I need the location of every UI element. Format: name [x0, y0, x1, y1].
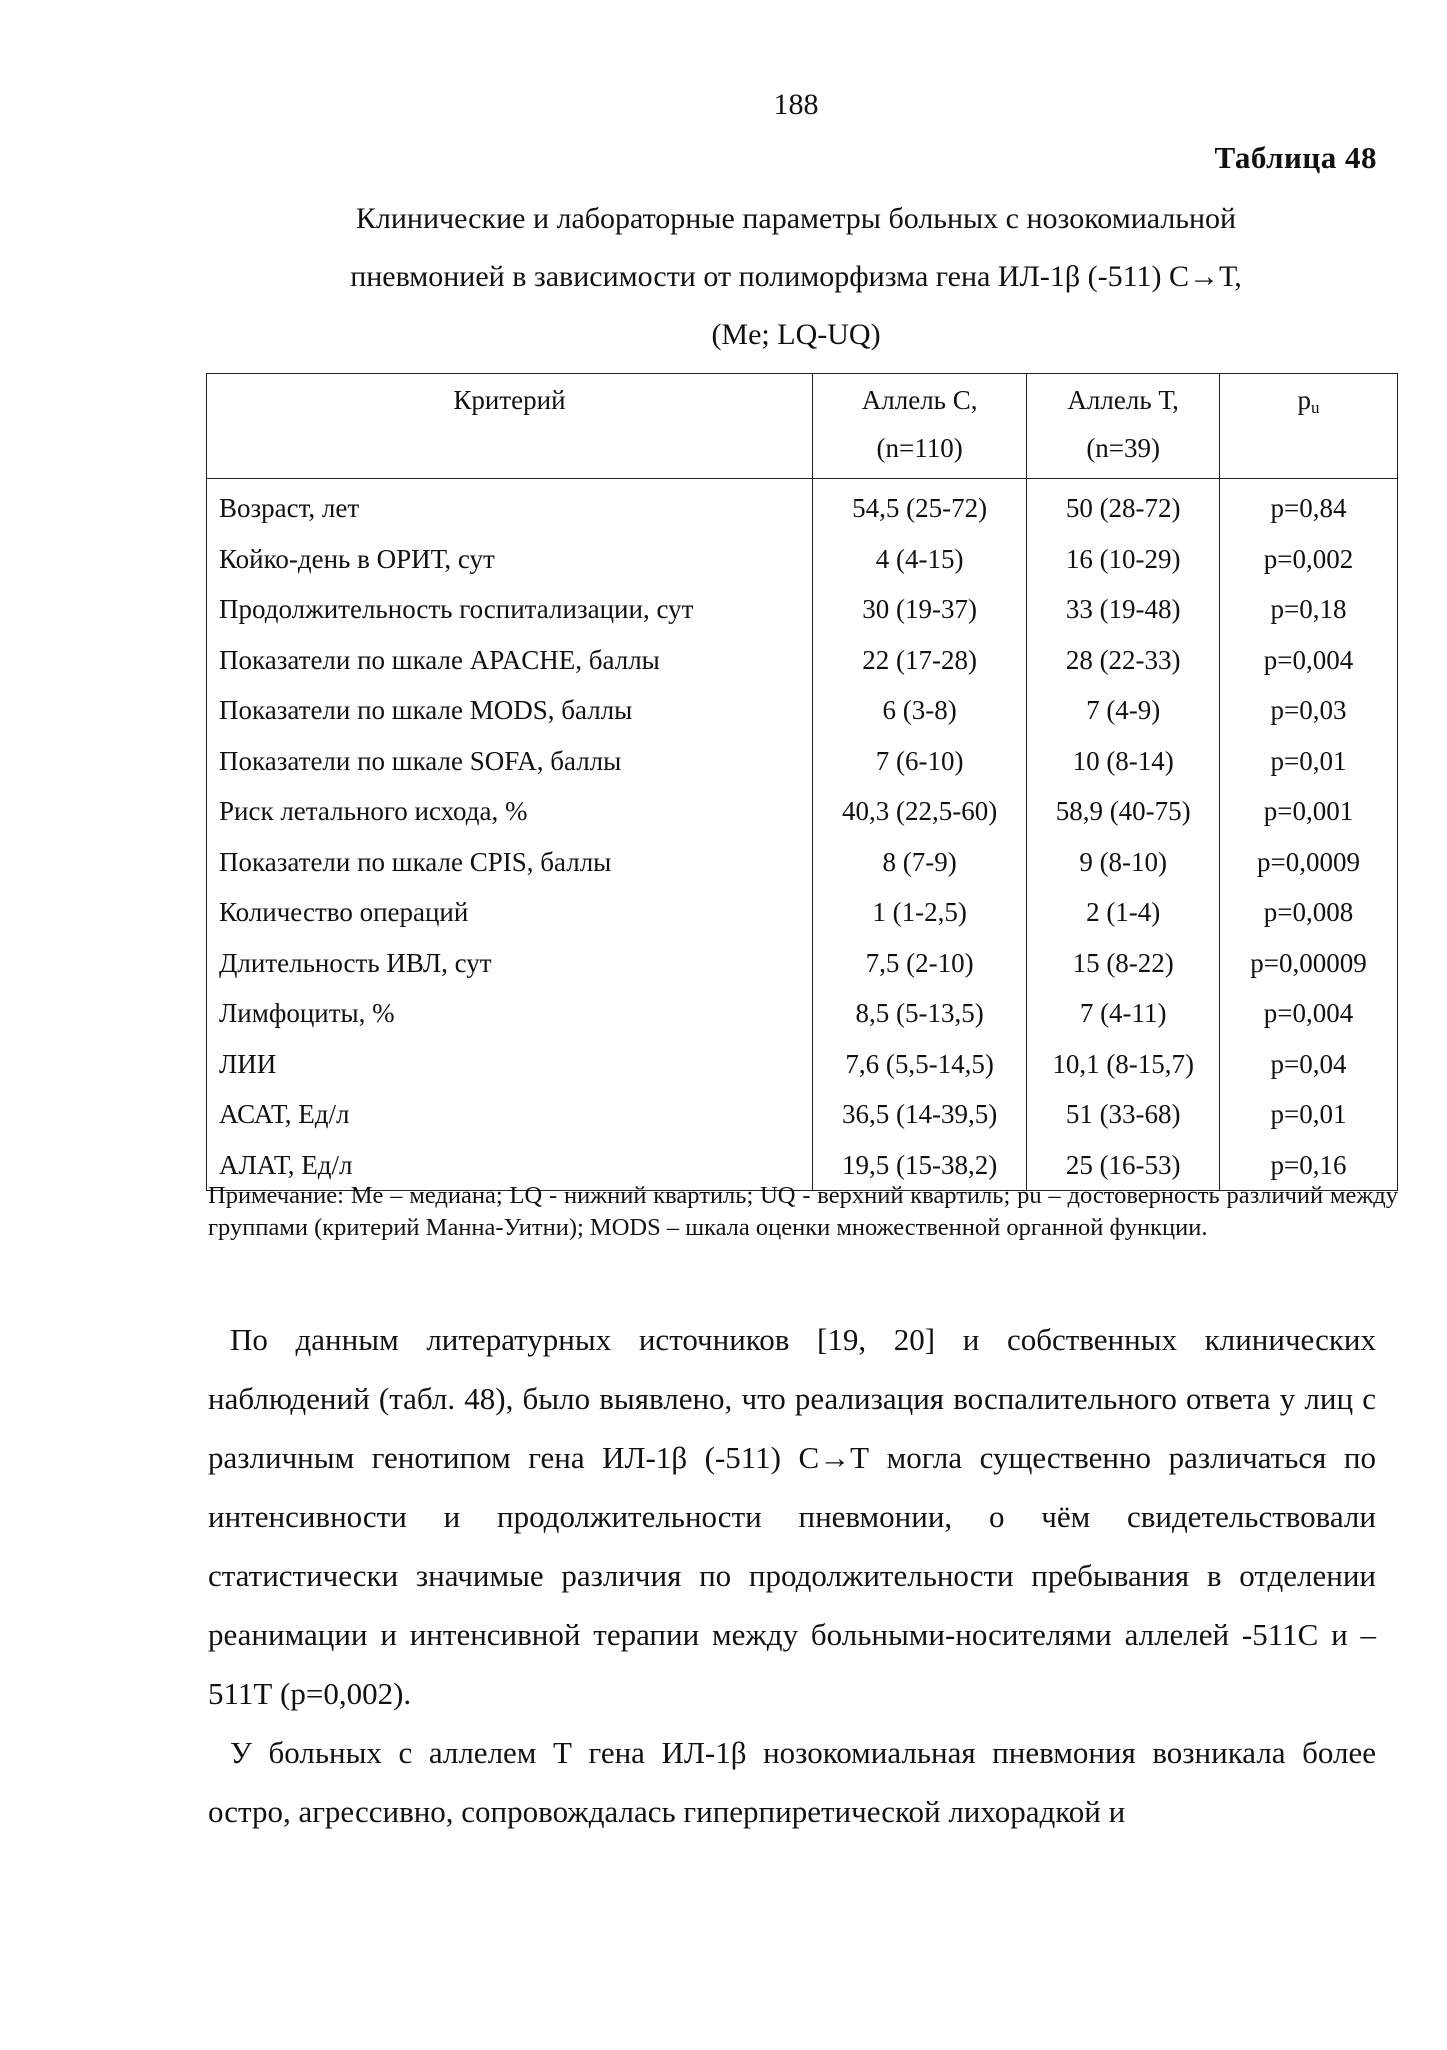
- paragraph: По данным литературных источников [19, 20] и собственных клинических наблюдений (табл. 48), было выявлено, что реализация воспалительного ответа у лиц с различным генотипом гена ИЛ-1β (-511) С→Т могла существенно различаться по интенсивности и продолжительности пневмонии, о чём свидетельствовали статистически значимые различия по продолжительности пребывания в отделении реанимации и интенсивной терапии между больными-носителями аллелей -511С и –511Т (р=0,002).: [208, 1322, 1376, 1711]
- paragraph: У больных с аллелем Т гена ИЛ-1β нозокомиальная пневмония возникала более остро, агрессивно, сопровождалась гиперпиретической лихорадкой и: [208, 1735, 1376, 1829]
- cell-criterion: Показатели по шкале SOFA, баллы: [207, 736, 813, 787]
- cell-allele-c: 7 (6-10): [812, 736, 1026, 787]
- header-allele-c-label: Аллель С,: [861, 385, 978, 415]
- cell-p-value: p=0,001: [1220, 786, 1398, 837]
- cell-allele-c: 1 (1-2,5): [812, 887, 1026, 938]
- cell-criterion: АСАТ, Ед/л: [207, 1089, 813, 1140]
- table-row: [207, 988, 1398, 1039]
- header-allele-t-n: (n=39): [1086, 433, 1161, 463]
- cell-criterion: Возраст, лет: [207, 479, 813, 534]
- cell-p-value: p=0,01: [1220, 1089, 1398, 1140]
- cell-allele-c: 6 (3-8): [812, 685, 1026, 736]
- table-row: [207, 635, 1398, 686]
- cell-p-value: p=0,00009: [1220, 938, 1398, 989]
- table-row: [207, 534, 1398, 585]
- cell-p-value: p=0,008: [1220, 887, 1398, 938]
- page-number: 188: [773, 88, 819, 121]
- cell-p-value: p=0,01: [1220, 736, 1398, 787]
- body-text: [208, 1310, 1376, 1841]
- cell-p-value: p=0,84: [1220, 479, 1398, 534]
- table-row: [207, 479, 1398, 534]
- cell-allele-t: 2 (1-4): [1027, 887, 1220, 938]
- cell-criterion: Койко-день в ОРИТ, сут: [207, 534, 813, 585]
- cell-p-value: p=0,16: [1220, 1140, 1398, 1191]
- table-row: [207, 1089, 1398, 1140]
- cell-criterion: АЛАТ, Ед/л: [207, 1140, 813, 1191]
- table-row: [207, 736, 1398, 787]
- cell-allele-t: 58,9 (40-75): [1027, 786, 1220, 837]
- table-title-line: пневмонией в зависимости от полиморфизма гена ИЛ-1β (-511) С→Т,: [350, 260, 1242, 293]
- header-p-value: [1220, 374, 1398, 479]
- cell-allele-c: 22 (17-28): [812, 635, 1026, 686]
- table-title-line: (Me; LQ-UQ): [711, 318, 881, 351]
- cell-criterion: Длительность ИВЛ, сут: [207, 938, 813, 989]
- cell-allele-c: 8 (7-9): [812, 837, 1026, 888]
- cell-criterion: Показатели по шкале APACHE, баллы: [207, 635, 813, 686]
- cell-criterion: Показатели по шкале CPIS, баллы: [207, 837, 813, 888]
- cell-allele-c: 7,5 (2-10): [812, 938, 1026, 989]
- cell-criterion: Лимфоциты, %: [207, 988, 813, 1039]
- cell-allele-c: 40,3 (22,5-60): [812, 786, 1026, 837]
- table-title-line: Клинические и лабораторные параметры больных с нозокомиальной: [355, 202, 1237, 235]
- cell-allele-c: 36,5 (14-39,5): [812, 1089, 1026, 1140]
- cell-allele-c: 19,5 (15-38,2): [812, 1140, 1026, 1191]
- cell-allele-t: 16 (10-29): [1027, 534, 1220, 585]
- header-p-main: p: [1297, 385, 1312, 415]
- cell-allele-t: 50 (28-72): [1027, 479, 1220, 534]
- table-label: Таблица 48: [1214, 140, 1377, 175]
- data-table: [206, 373, 1398, 1191]
- table-row: [207, 584, 1398, 635]
- cell-p-value: p=0,004: [1220, 635, 1398, 686]
- table-row: [207, 938, 1398, 989]
- cell-allele-c: 7,6 (5,5-14,5): [812, 1039, 1026, 1090]
- cell-allele-t: 28 (22-33): [1027, 635, 1220, 686]
- table-row: [207, 1039, 1398, 1090]
- cell-allele-t: 7 (4-9): [1027, 685, 1220, 736]
- cell-allele-c: 30 (19-37): [812, 584, 1026, 635]
- table-body: [207, 479, 1398, 1191]
- table-row: [207, 837, 1398, 888]
- cell-allele-t: 33 (19-48): [1027, 584, 1220, 635]
- header-p-sub: u: [1311, 398, 1320, 417]
- cell-allele-t: 7 (4-11): [1027, 988, 1220, 1039]
- table-header-row: [207, 374, 1398, 479]
- cell-allele-t: 51 (33-68): [1027, 1089, 1220, 1140]
- header-criterion: Критерий: [207, 374, 813, 479]
- cell-allele-t: 10,1 (8-15,7): [1027, 1039, 1220, 1090]
- cell-p-value: p=0,0009: [1220, 837, 1398, 888]
- cell-criterion: Количество операций: [207, 887, 813, 938]
- cell-p-value: p=0,004: [1220, 988, 1398, 1039]
- header-allele-c: [812, 374, 1026, 479]
- cell-allele-t: 10 (8-14): [1027, 736, 1220, 787]
- table-row: [207, 887, 1398, 938]
- cell-criterion: Показатели по шкале MODS, баллы: [207, 685, 813, 736]
- header-allele-t-label: Аллель Т,: [1067, 385, 1179, 415]
- table-note: Примечание: Me – медиана; LQ - нижний квартиль; UQ - верхний квартиль; pu – достоверность различий между группами (критерий Манна-Уитни); MODS – шкала оценки множественной органной функции.: [208, 1182, 1398, 1241]
- table-row: [207, 786, 1398, 837]
- cell-criterion: Продолжительность госпитализации, сут: [207, 584, 813, 635]
- cell-allele-t: 15 (8-22): [1027, 938, 1220, 989]
- header-allele-c-n: (n=110): [876, 433, 963, 463]
- cell-allele-c: 8,5 (5-13,5): [812, 988, 1026, 1039]
- cell-allele-c: 4 (4-15): [812, 534, 1026, 585]
- table-title: [200, 190, 1392, 364]
- table-row: [207, 685, 1398, 736]
- cell-p-value: p=0,18: [1220, 584, 1398, 635]
- cell-criterion: Риск летального исхода, %: [207, 786, 813, 837]
- cell-allele-t: 9 (8-10): [1027, 837, 1220, 888]
- cell-p-value: p=0,04: [1220, 1039, 1398, 1090]
- cell-p-value: p=0,03: [1220, 685, 1398, 736]
- cell-allele-t: 25 (16-53): [1027, 1140, 1220, 1191]
- header-allele-t: [1027, 374, 1220, 479]
- cell-criterion: ЛИИ: [207, 1039, 813, 1090]
- cell-allele-c: 54,5 (25-72): [812, 479, 1026, 534]
- cell-p-value: p=0,002: [1220, 534, 1398, 585]
